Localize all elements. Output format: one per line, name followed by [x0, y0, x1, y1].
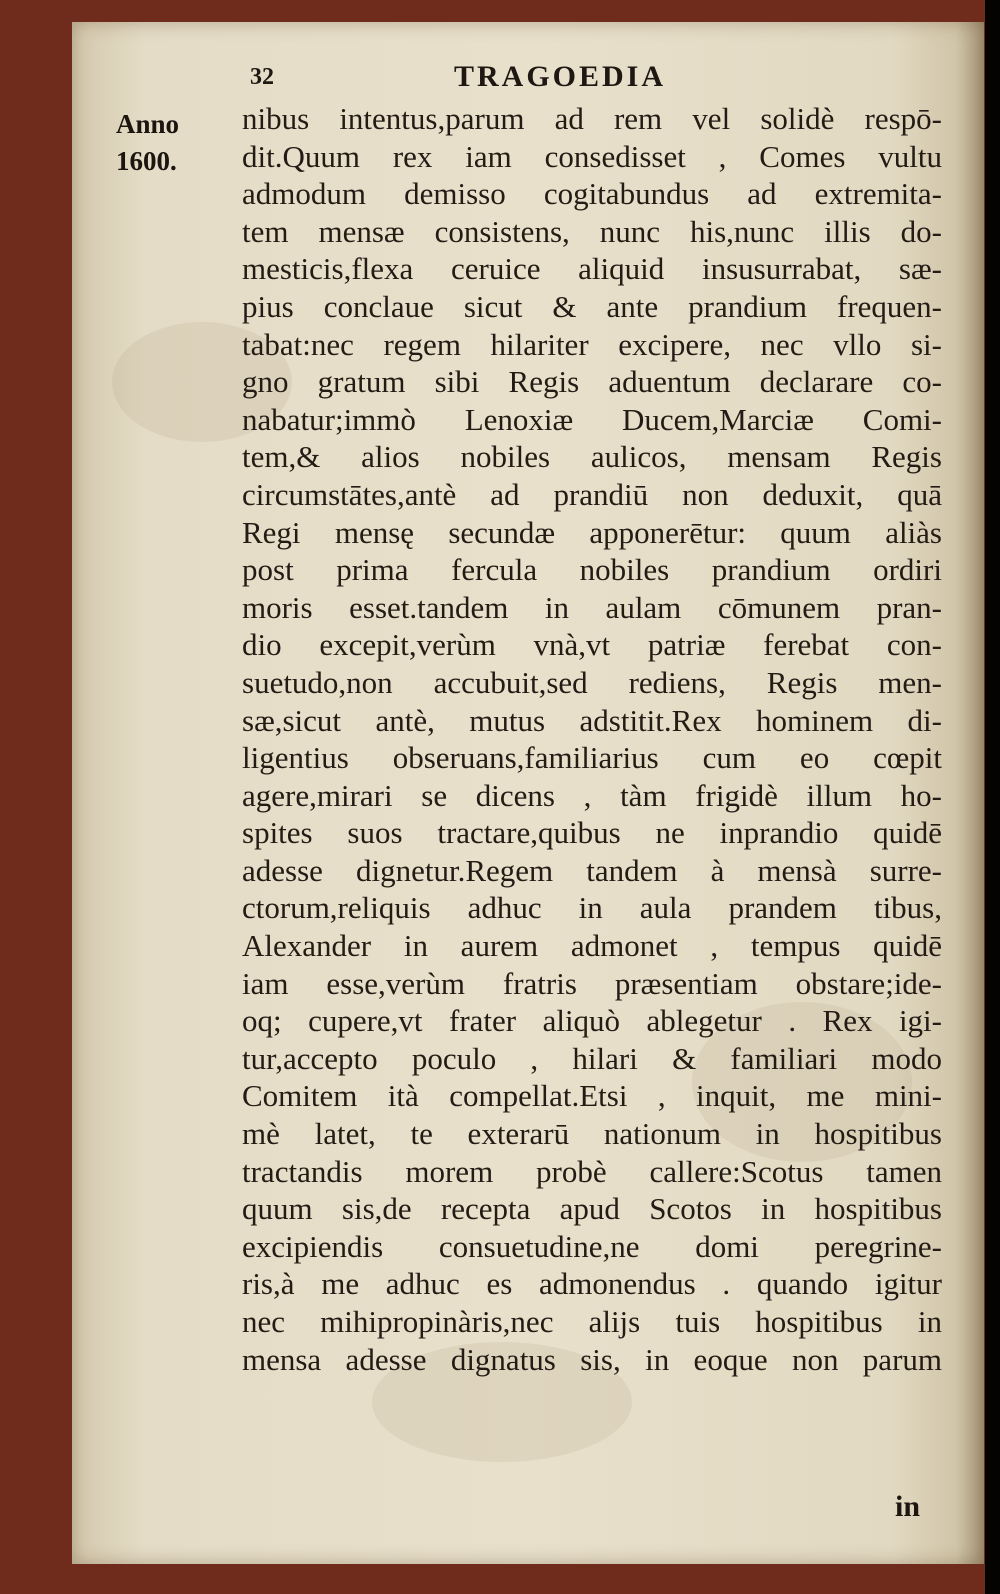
page-number: 32: [250, 64, 274, 90]
body-text: [242, 100, 942, 1378]
text-line: pius conclaue sicut & ante prandium frequen-: [242, 288, 942, 324]
text-line: tur,accepto poculo , hilari & familiari modo: [242, 1040, 942, 1076]
text-line: tem,& alios nobiles aulicos, mensam Regis: [242, 439, 942, 475]
text-line: quum sis,de recepta apud Scotos in hospitibus: [242, 1191, 942, 1227]
text-line: Alexander in aurem admonet , tempus quidē: [242, 928, 942, 964]
text-line: adesse dignetur.Regem tandem à mensà surre-: [242, 852, 942, 888]
text-line: agere,mirari se dicens , tàm frigidè illum ho-: [242, 777, 942, 813]
text-line: tractandis morem probè callere:Scotus tamen: [242, 1153, 942, 1189]
text-line: nibus intentus,parum ad rem vel solidè respō-: [242, 101, 942, 136]
text-line: iam esse,verùm fratris præsentiam obstare;ide-: [242, 965, 942, 1001]
text-line: post prima fercula nobiles prandium ordiri: [242, 552, 942, 588]
running-title: TRAGOEDIA: [454, 60, 667, 93]
text-line: mensa adesse dignatus sis, in eoque non parum: [242, 1341, 942, 1377]
text-line: suetudo,non accubuit,sed rediens, Regis men-: [242, 664, 942, 700]
margin-note-line: Anno: [116, 109, 180, 139]
text-line: spites suos tractare,quibus ne inprandio quidē: [242, 815, 942, 851]
text-line: tem mensæ consistens, nunc his,nunc illis do-: [242, 213, 942, 249]
margin-note-year: [116, 106, 206, 180]
running-head: [250, 60, 850, 94]
paper-page: [72, 22, 984, 1564]
text-line: nec mihipropinàris,nec alijs tuis hospitibus in: [242, 1304, 942, 1339]
text-line: dio excepit,verùm vnà,vt patriæ ferebat con-: [242, 627, 942, 663]
scanner-black-edge: [985, 0, 1000, 1594]
text-line: dit.Quum rex iam consedisset , Comes vultu: [242, 138, 942, 174]
page-curl-shadow: [956, 22, 984, 1564]
text-line: circumstātes,antè ad prandiū non deduxit, quā: [242, 476, 942, 512]
text-line: excipiendis consuetudine,ne domi peregrine-: [242, 1228, 942, 1264]
text-line: oq; cupere,vt frater aliquò ablegetur . Rex igi-: [242, 1003, 942, 1039]
text-line: tabat:nec regem hilariter excipere, nec vllo si-: [242, 326, 942, 362]
text-line: nabatur;immò Lenoxiæ Ducem,Marciæ Comi-: [242, 401, 942, 437]
text-line: ctorum,reliquis adhuc in aula prandem tibus,: [242, 890, 942, 926]
text-line: sæ,sicut antè, mutus adstitit.Rex hominem di-: [242, 702, 942, 738]
text-line: mesticis,flexa ceruice aliquid insusurrabat, sæ-: [242, 251, 942, 287]
text-line: ligentius obseruans,familiarius cum eo cœpit: [242, 740, 942, 776]
margin-note-line: 1600.: [116, 146, 177, 176]
text-line: Regi mensę secundæ apponerētur: quum aliàs: [242, 514, 942, 550]
text-line: moris esset.tandem in aulam cōmunem pran-: [242, 589, 942, 625]
catchword: in: [895, 1490, 921, 1523]
text-line: ris,à me adhuc es admonendus . quando igitur: [242, 1266, 942, 1302]
text-line: Comitem ità compellat.Etsi , inquit, me mini-: [242, 1078, 942, 1114]
text-line: mè latet, te exterarū nationum in hospitibus: [242, 1116, 942, 1152]
text-line: admodum demisso cogitabundus ad extremita-: [242, 176, 942, 212]
text-line: gno gratum sibi Regis aduentum declarare co-: [242, 364, 942, 400]
